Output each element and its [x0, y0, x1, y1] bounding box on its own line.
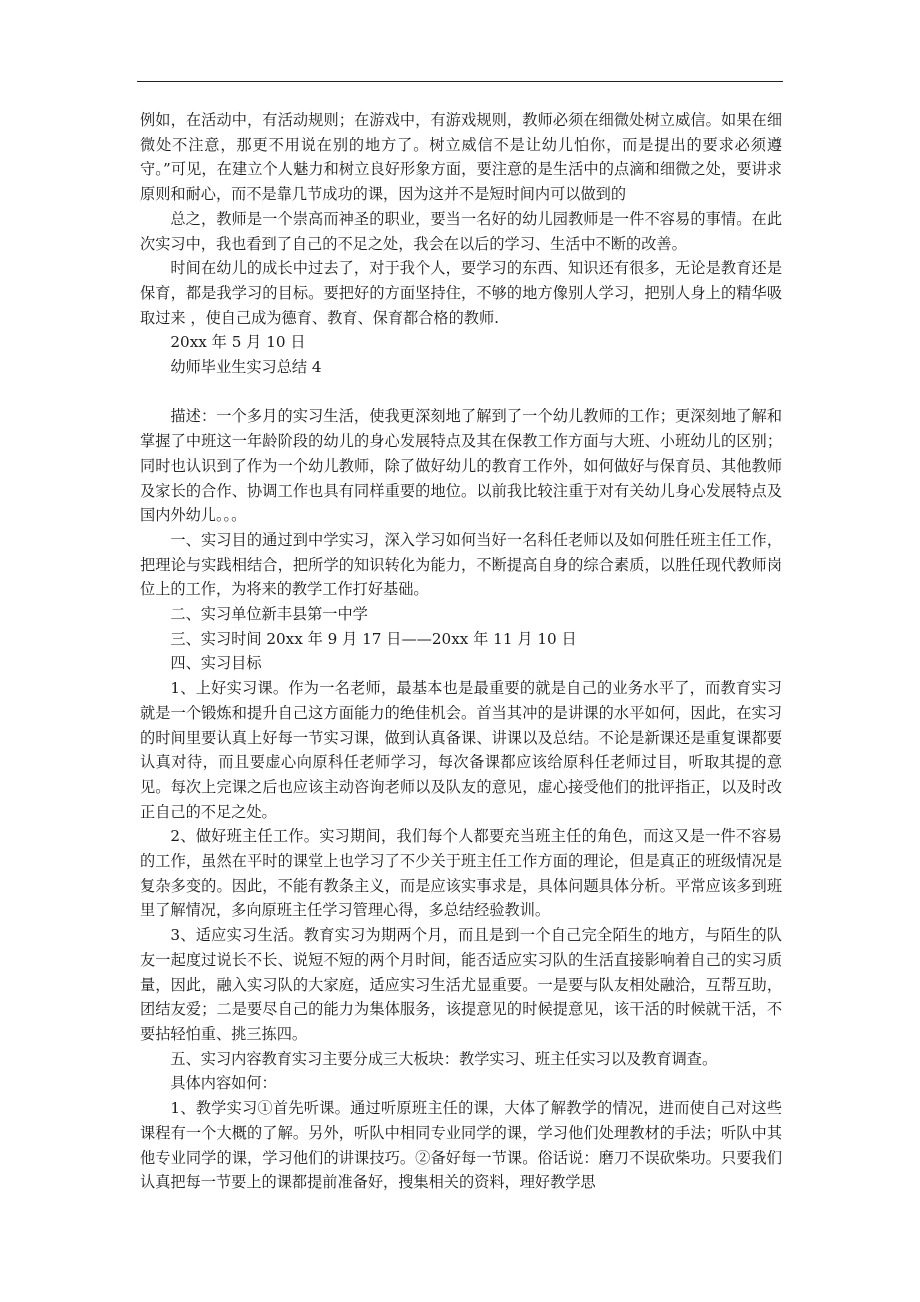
- section-title: 幼师毕业生实习总结 4: [170, 358, 322, 377]
- paragraph: 具体内容如何：: [170, 1074, 277, 1093]
- paragraph: 2、做好班主任工作。实习期间，我们每个人都要充当班主任的角色，而这又是一件不容易的工作，虽然在平时的课堂上也学习了不少关于班主任工作方面的理论，但是真正的班级情况是复杂多变的。因此，不能有教条主义，而是应该实事求是，具体问题具体分析。平常应该多到班里了解情况，多向原班主任学习管理心得，多总结经验教训。: [140, 827, 782, 920]
- paragraph: 例如，在活动中，有活动规则；在游戏中，有游戏规则，教师必须在细微处树立威信。如果在细微处不注意，那更不用说在别的地方了。树立威信不是让幼儿怕你，而是提出的要求必须遵守。”可见，在建立个人魅力和树立良好形象方面，要注意的是生活中的点滴和细微之处，要讲求原则和耐心，而不是靠几节成功的课，因为这并不是短时间内可以做到的: [140, 111, 782, 204]
- paragraph: 时间在幼儿的成长中过去了，对于我个人，要学习的东西、知识还有很多，无论是教育还是保育，都是我学习的目标。要把好的方面坚持住，不够的地方像别人学习，把别人身上的精华吸取过来 ，使自己成为德育、教育、保育都合格的教师.: [140, 259, 782, 327]
- paragraph: 1、上好实习课。作为一名老师，最基本也是最重要的就是自己的业务水平了，而教育实习就是一个锻炼和提升自己这方面能力的绝佳机会。首当其冲的是讲课的水平如何，因此，在实习的时间里要认真上好每一节实习课，做到认真备课、讲课以及总结。不论是新课还是重复课都要认真对待，而且要虚心向原科任老师学习，每次备课都应该给原科任老师过目，听取其提的意见。每次上完课之后也应该主动咨询老师以及队友的意见，虚心接受他们的批评指正，以及时改正自己的不足之处。: [140, 679, 782, 821]
- paragraph: 1、教学实习①首先听课。通过听原班主任的课，大体了解教学的情况，进而使自己对这些课程有一个大概的了解。另外，听队中相同专业同学的课，学习他们处理教材的手法；听队中其他专业同学的课，学习他们的讲课技巧。②备好每一节课。俗话说：磨刀不误砍柴功。只要我们认真把每一节要上的课都提前准备好，搜集相关的资料，理好教学思: [140, 1099, 782, 1192]
- paragraph: 四、实习目标: [170, 654, 262, 673]
- paragraph: 三、实习时间 20xx 年 9 月 17 日——20xx 年 11 月 10 日: [170, 629, 577, 648]
- date-line: 20xx 年 5 月 10 日: [170, 333, 306, 352]
- header-rule: [137, 81, 783, 82]
- paragraph: 一、实习目的通过到中学实习，深入学习如何当好一名科任老师以及如何胜任班主任工作，把理论与实践相结合，把所学的知识转化为能力，不断提高自身的综合素质，以胜任现代教师岗位上的工作，为将来的教学工作打好基础。: [140, 530, 782, 599]
- paragraph: 3、适应实习生活。教育实习为期两个月，而且是到一个自己完全陌生的地方，与陌生的队友一起度过说长不长、说短不短的两个月时间，能否适应实习队的生活直接影响着自己的实习质量，因此，融入实习队的大家庭，适应实习生活尤显重要。一是要与队友相处融洽，互帮互助，团结友爱；二是要尽自己的能力为集体服务，该提意见的时候提意见，该干活的时候就干活，不要拈轻怕重、挑三拣四。: [140, 926, 782, 1043]
- description-paragraph: 描述：一个多月的实习生活，使我更深刻地了解到了一个幼儿教师的工作；更深刻地了解和掌握了中班这一年龄阶段的幼儿的身心发展特点及其在保教工作方面与大班、小班幼儿的区别；同时也认识到了作为一个幼儿教师，除了做好幼儿的教育工作外，如何做好与保育员、其他教师及家长的合作、协调工作也具有同样重要的地位。以前我比较注重于对有关幼儿身心发展特点及国内外幼儿。。。: [140, 407, 782, 525]
- paragraph: 五、实习内容教育实习主要分成三大板块：教学实习、班主任实习以及教育调查。: [170, 1049, 718, 1068]
- blank-line: [140, 380, 782, 405]
- paragraph: 总之，教师是一个崇高而神圣的职业，要当一名好的幼儿园教师是一件不容易的事情。在此次实习中，我也看到了自己的不足之处，我会在以后的学习、生活中不断的改善。: [140, 209, 782, 253]
- paragraph: 二、实习单位新丰县第一中学: [170, 605, 368, 624]
- document-body: [140, 108, 782, 1195]
